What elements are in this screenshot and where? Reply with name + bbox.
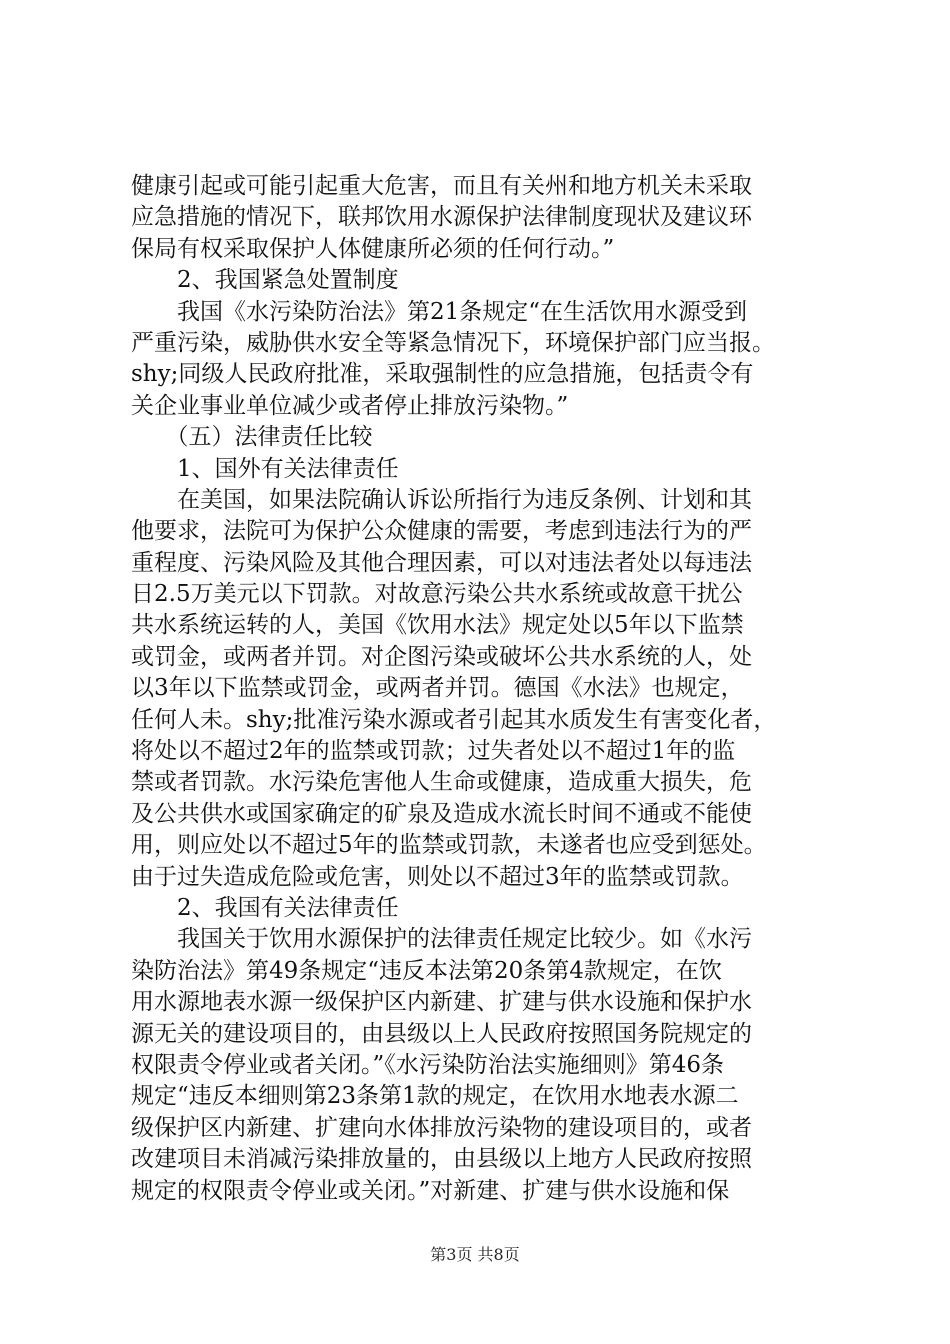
text-line: 禁或者罚款。水污染危害他人生命或健康，造成重大损失，危 bbox=[131, 769, 752, 796]
text-line: 及公共供水或国家确定的矿泉及造成水流长时间不通或不能使 bbox=[131, 800, 752, 827]
text-line: 保局有权采取保护人体健康所必须的任何行动。” bbox=[131, 235, 615, 262]
text-line: 用水源地表水源一级保护区内新建、扩建与供水设施和保护水 bbox=[131, 989, 752, 1016]
text-line: 权限责令停业或者关闭。”《水污染防治法实施细则》第46条 bbox=[131, 1051, 725, 1078]
text-line: 共水系统运转的人，美国《饮用水法》规定处以5年以下监禁 bbox=[131, 612, 744, 639]
text-line: 我国关于饮用水源保护的法律责任规定比较少。如《水污 bbox=[131, 926, 752, 953]
text-line: 源无关的建设项目的，由县级以上人民政府按照国务院规定的 bbox=[131, 1020, 752, 1047]
text-line: 我国《水污染防治法》第21条规定“在生活饮用水源受到 bbox=[131, 298, 748, 325]
text-line: 改建项目未消减污染排放量的，由县级以上地方人民政府按照 bbox=[131, 1146, 752, 1173]
page-number-footer: 第3页 共8页 bbox=[430, 1245, 520, 1264]
text-line: 以3年以下监禁或罚金，或两者并罚。德国《水法》也规定， bbox=[131, 675, 744, 702]
text-line: 用，则应处以不超过5年的监禁或罚款，未遂者也应受到惩处。 bbox=[131, 832, 767, 859]
body-text bbox=[131, 171, 831, 1207]
text-line: 重程度、污染风险及其他合理因素，可以对违法者处以每违法 bbox=[131, 549, 752, 576]
text-line: 在美国，如果法院确认诉讼所指行为违反条例、计划和其 bbox=[131, 486, 752, 513]
section-heading: （五）法律责任比较 bbox=[131, 424, 373, 451]
text-line: 级保护区内新建、扩建向水体排放污染物的建设项目的，或者 bbox=[131, 1114, 752, 1141]
text-line: 规定的权限责令停业或关闭。”对新建、扩建与供水设施和保 bbox=[131, 1177, 730, 1204]
text-line: 他要求，法院可为保护公众健康的需要，考虑到违法行为的严 bbox=[131, 518, 752, 545]
text-line: 健康引起或可能引起重大危害，而且有关州和地方机关未采取 bbox=[131, 173, 752, 199]
text-line: 由于过失造成危险或危害，则处以不超过3年的监禁或罚款。 bbox=[131, 863, 744, 890]
text-line: 染防治法》第49条规定“违反本法第20条第4款规定，在饮 bbox=[131, 957, 722, 984]
text-line: 严重污染，威胁供水安全等紧急情况下，环境保护部门应当报。 bbox=[131, 329, 775, 356]
text-line: 应急措施的情况下，联邦饮用水源保护法律制度现状及建议环 bbox=[131, 204, 752, 231]
section-heading: 2、我国有关法律责任 bbox=[131, 894, 399, 921]
text-line: 日2.5万美元以下罚款。对故意污染公共水系统或故意干扰公 bbox=[131, 581, 743, 608]
text-line: 规定“违反本细则第23条第1款的规定，在饮用水地表水源二 bbox=[131, 1083, 739, 1110]
section-heading: 1、国外有关法律责任 bbox=[131, 455, 399, 482]
text-line: shy;同级人民政府批准，采取强制性的应急措施，包括责令有 bbox=[131, 361, 754, 388]
section-heading: 2、我国紧急处置制度 bbox=[131, 267, 399, 294]
text-line: 将处以不超过2年的监禁或罚款；过失者处以不超过1年的监 bbox=[131, 738, 736, 765]
text-line: 或罚金，或两者并罚。对企图污染或破坏公共水系统的人，处 bbox=[131, 643, 752, 670]
text-line: 关企业事业单位减少或者停止排放污染物。” bbox=[131, 392, 569, 419]
text-line: 任何人未。shy;批准污染水源或者引起其水质发生有害变化者， bbox=[131, 706, 777, 733]
